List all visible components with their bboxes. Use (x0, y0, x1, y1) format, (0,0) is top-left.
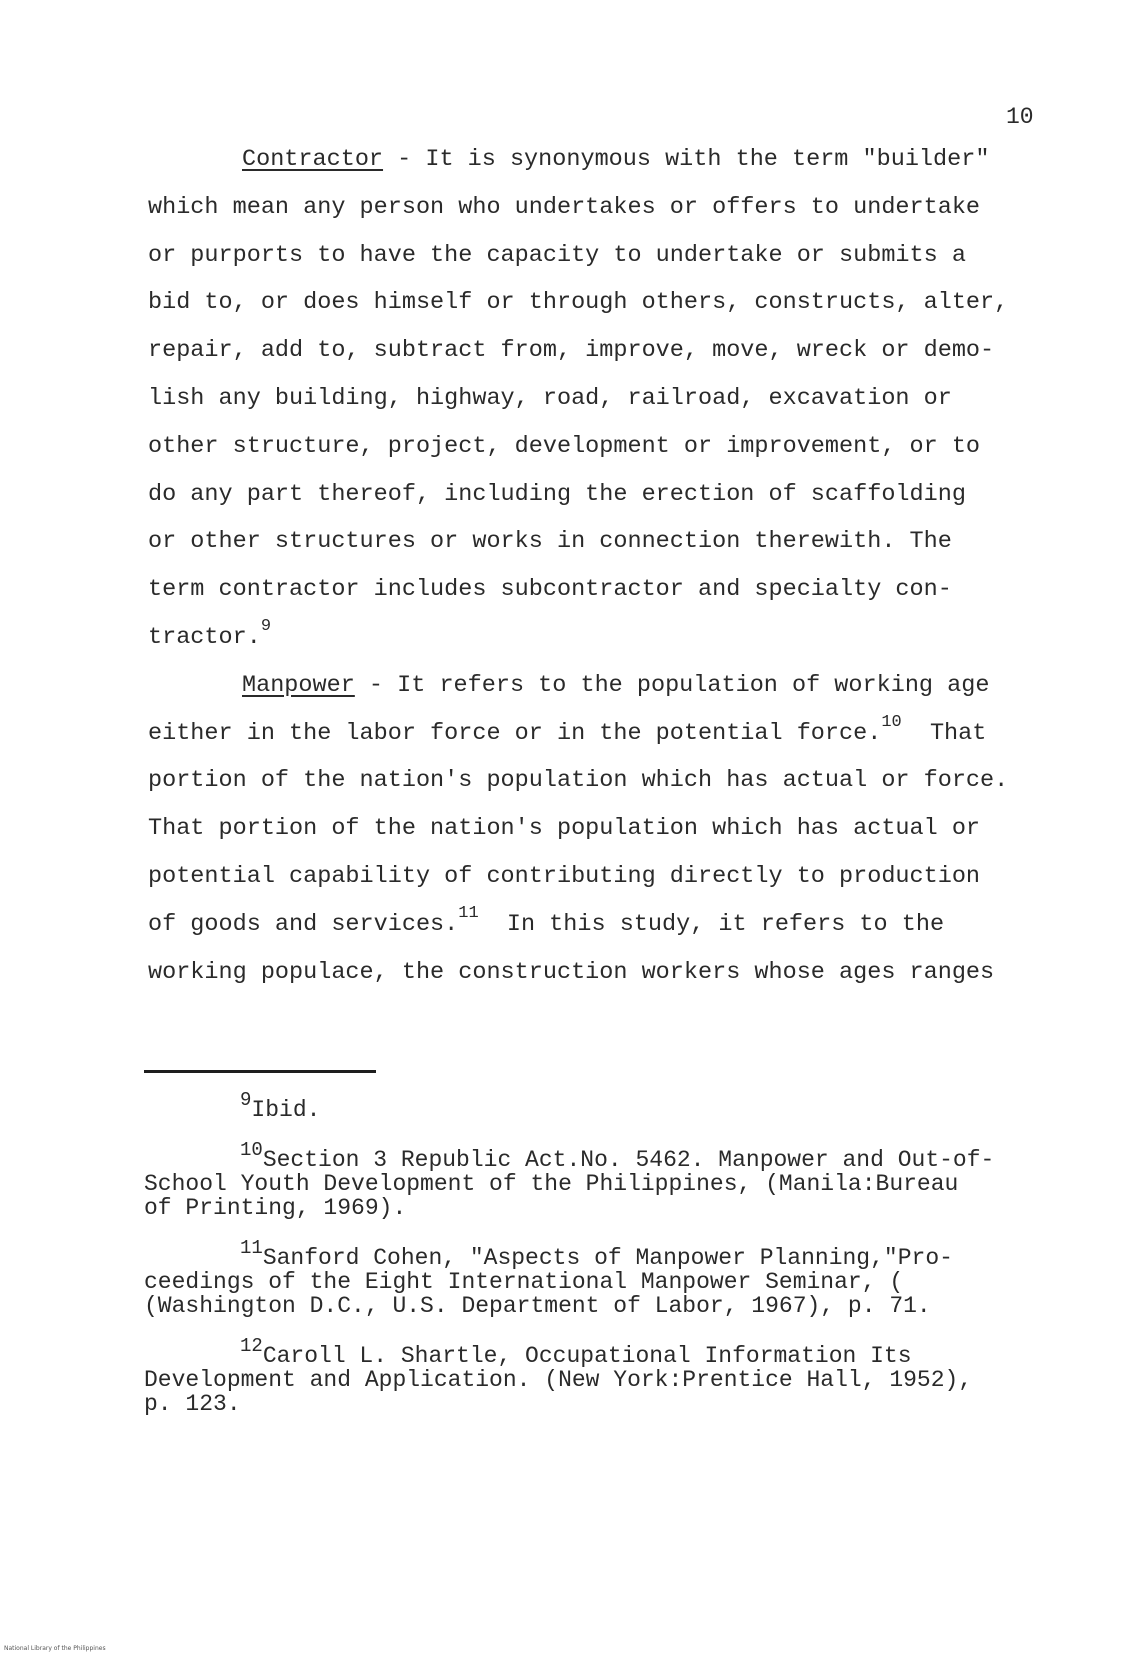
contractor-first-line (148, 136, 1068, 184)
footnote-ref-11: 11 (458, 903, 479, 923)
page-number: 10 (1006, 104, 1034, 130)
footnote-text: Caroll L. Shartle, Occupational Information Its (262, 1343, 912, 1369)
body-text (148, 136, 1068, 996)
contractor-line: term contractor includes subcontractor and specialty con- (148, 576, 952, 604)
manpower-line-6 (148, 901, 1068, 949)
manpower-first-line (148, 662, 1068, 710)
contractor-line: do any part thereof, including the erection of scaffolding (148, 480, 966, 508)
footnote-line: ceedings of the Eight International Manpower Seminar, ( (144, 1269, 904, 1295)
manpower-line-6-before: of goods and services. (148, 910, 459, 938)
manpower-paragraph (148, 662, 1068, 997)
footnote-number: 12 (240, 1335, 263, 1358)
contractor-line: lish any building, highway, road, railroad, excavation or (148, 384, 952, 412)
footnote-line: Development and Application. (New York:Prentice Hall, 1952), (144, 1367, 973, 1393)
manpower-line: That portion of the nation's population which has actual or (148, 815, 981, 843)
contractor-line: bid to, or does himself or through others, constructs, alter, (148, 289, 1009, 317)
footnote-line: of Printing, 1969). (144, 1195, 407, 1221)
manpower-line: potential capability of contributing directly to production (148, 862, 981, 890)
footnote-number: 11 (240, 1237, 263, 1260)
footnote-ref-9: 9 (260, 617, 272, 637)
footnote-number: 10 (240, 1139, 263, 1162)
footnote-divider (144, 1070, 376, 1073)
footnote-text: Sanford Cohen, "Aspects of Manpower Planning,"Pro- (262, 1245, 953, 1271)
footnote-line: School Youth Development of the Philippines, (Manila:Bureau (144, 1171, 959, 1197)
footnote-text: Ibid. (251, 1097, 321, 1123)
manpower-line-2-after: That (901, 719, 987, 747)
manpower-line-6-after: In this study, it refers to the (478, 910, 945, 938)
contractor-last-line (148, 614, 1068, 662)
manpower-first-line-rest: - It refers to the population of working age (354, 671, 990, 699)
footnote-line (144, 1237, 1084, 1271)
archive-credit: National Library of the Philippines (4, 1645, 106, 1652)
contractor-line: or purports to have the capacity to undertake or submits a (148, 241, 966, 269)
contractor-paragraph (148, 136, 1068, 662)
footnote-line (144, 1139, 1084, 1173)
footnote-line (144, 1089, 1084, 1123)
contractor-line: other structure, project, development or improvement, or to (148, 432, 981, 460)
footnote-ref-10: 10 (881, 712, 902, 732)
manpower-line-2-before: either in the labor force or in the potential force. (148, 719, 882, 747)
footnote-text: Section 3 Republic Act.No. 5462. Manpower and Out-of- (262, 1147, 995, 1173)
manpower-term: Manpower (242, 671, 355, 699)
contractor-line: or other structures or works in connection therewith. The (148, 528, 952, 556)
contractor-line: which mean any person who undertakes or offers to undertake (148, 193, 981, 221)
footnote-line (144, 1335, 1084, 1369)
footnote-line: p. 123. (144, 1391, 241, 1417)
footnotes (144, 1089, 1084, 1442)
footnote-9 (144, 1089, 1084, 1123)
manpower-line: portion of the nation's population which has actual or force. (148, 767, 1009, 795)
footnote-10 (144, 1139, 1084, 1221)
footnote-number: 9 (240, 1089, 252, 1112)
manpower-line-2 (148, 710, 1068, 758)
manpower-last-line: working populace, the construction workers whose ages ranges (148, 958, 995, 986)
footnote-11 (144, 1237, 1084, 1319)
contractor-term: Contractor (242, 146, 384, 173)
contractor-last-line-text: tractor. (148, 623, 261, 651)
footnote-12 (144, 1335, 1084, 1417)
contractor-line: repair, add to, subtract from, improve, move, wreck or demo- (148, 337, 995, 365)
contractor-first-line-rest: - It is synonymous with the term "builder" (383, 146, 990, 173)
footnote-line: (Washington D.C., U.S. Department of Labor, 1967), p. 71. (144, 1293, 931, 1319)
